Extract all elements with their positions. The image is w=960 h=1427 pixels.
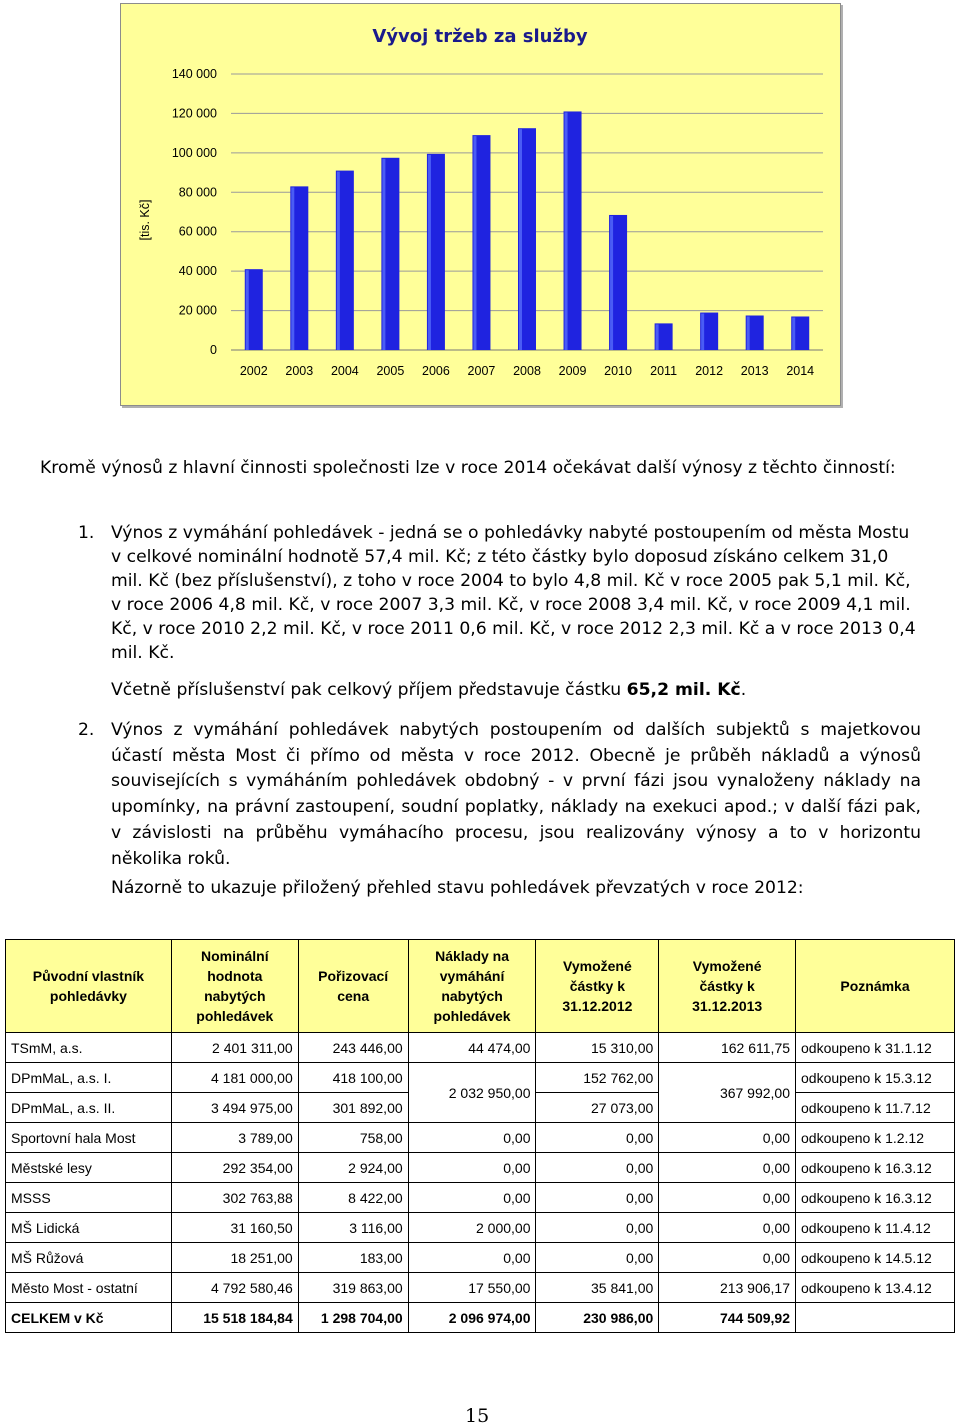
table-row — [6, 1123, 955, 1153]
x-tick-label: 2014 — [786, 364, 815, 378]
table-cell: 0,00 — [659, 1183, 796, 1213]
table-cell: MSSS — [6, 1183, 172, 1213]
table-cell: 152 762,00 — [536, 1063, 659, 1093]
table-row — [6, 1153, 955, 1183]
table-cell: 3 494 975,00 — [171, 1093, 298, 1123]
header-purchase-price: Pořizovací cena — [298, 940, 408, 1033]
table-row — [6, 1063, 955, 1093]
table-cell: 0,00 — [536, 1243, 659, 1273]
table-row — [6, 1243, 955, 1273]
x-tick-label: 2004 — [330, 364, 359, 378]
header-recovered-2013: Vymožené částky k 31.12.2013 — [659, 940, 796, 1033]
table-cell: 301 892,00 — [298, 1093, 408, 1123]
table-cell: MŠ Růžová — [6, 1243, 172, 1273]
table-cell: 0,00 — [536, 1183, 659, 1213]
y-tick-label: 20 000 — [178, 303, 217, 318]
table-cell: 2 000,00 — [408, 1213, 536, 1243]
table-cell: odkoupeno k 16.3.12 — [796, 1183, 955, 1213]
table-cell: odkoupeno k 14.5.12 — [796, 1243, 955, 1273]
chart-bar-highlight — [610, 216, 613, 350]
table-cell: 8 422,00 — [298, 1183, 408, 1213]
table-cell: 302 763,88 — [171, 1183, 298, 1213]
table-cell: 2 096 974,00 — [408, 1303, 536, 1333]
table-cell: 31 160,50 — [171, 1213, 298, 1243]
y-axis-label: [tis. Kč] — [138, 199, 152, 241]
chart-bar-highlight — [701, 314, 704, 350]
x-tick-label: 2008 — [513, 364, 541, 378]
y-tick-label: 40 000 — [178, 264, 217, 279]
table-cell: 17 550,00 — [408, 1273, 536, 1303]
intro-paragraph: Kromě výnosů z hlavní činnosti společnosti lze v roce 2014 očekávat další výnosy z těchto činností: — [40, 458, 896, 478]
header-recovered-2012: Vymožené částky k 31.12.2012 — [536, 940, 659, 1033]
table-row — [6, 1213, 955, 1243]
table-cell: odkoupeno k 16.3.12 — [796, 1153, 955, 1183]
table-cell: 162 611,75 — [659, 1033, 796, 1063]
table-cell: odkoupeno k 11.4.12 — [796, 1213, 955, 1243]
table-cell: 2 032 950,00 — [408, 1063, 536, 1123]
table-cell: odkoupeno k 31.1.12 — [796, 1033, 955, 1063]
table-cell: 0,00 — [408, 1123, 536, 1153]
table-cell: Sportovní hala Most — [6, 1123, 172, 1153]
table-cell: 15 518 184,84 — [171, 1303, 298, 1333]
header-nominal-value: Nominální hodnota nabytých pohledávek — [171, 940, 298, 1033]
table-cell: 0,00 — [659, 1213, 796, 1243]
x-tick-label: 2012 — [695, 364, 724, 378]
table-cell: 35 841,00 — [536, 1273, 659, 1303]
table-cell: 2 924,00 — [298, 1153, 408, 1183]
table-cell: DPmMaL, a.s. II. — [6, 1093, 172, 1123]
chart-bar-highlight — [519, 129, 522, 350]
x-tick-label: 2006 — [422, 364, 450, 378]
table-cell: 0,00 — [536, 1123, 659, 1153]
chart-bar-highlight — [382, 159, 385, 350]
x-tick-label: 2007 — [467, 364, 496, 378]
table-cell: 0,00 — [536, 1153, 659, 1183]
table-cell: CELKEM v Kč — [6, 1303, 172, 1333]
y-tick-label: 140 000 — [171, 67, 217, 81]
table-cell: 1 298 704,00 — [298, 1303, 408, 1333]
chart-bar-highlight — [792, 317, 795, 350]
chart-bar-highlight — [473, 136, 476, 350]
table-cell: odkoupeno k 13.4.12 — [796, 1273, 955, 1303]
y-tick-label: 100 000 — [171, 145, 217, 160]
table-total-row — [6, 1303, 955, 1333]
chart-title: Vývoj tržeb za služby — [372, 26, 588, 47]
revenue-chart — [120, 3, 841, 406]
table-cell: 3 116,00 — [298, 1213, 408, 1243]
total-value: 65,2 mil. Kč — [626, 680, 741, 700]
x-tick-label: 2013 — [740, 364, 769, 378]
table-cell: 0,00 — [659, 1123, 796, 1153]
x-tick-label: 2005 — [376, 364, 405, 378]
table-cell: 0,00 — [659, 1243, 796, 1273]
table-cell: 0,00 — [408, 1243, 536, 1273]
table-cell: Město Most - ostatní — [6, 1273, 172, 1303]
table-cell: odkoupeno k 1.2.12 — [796, 1123, 955, 1153]
list-number: 2. — [78, 720, 95, 740]
total-income-sentence — [111, 680, 746, 700]
table-cell: 18 251,00 — [171, 1243, 298, 1273]
table-cell: 15 310,00 — [536, 1033, 659, 1063]
table-cell: 0,00 — [408, 1183, 536, 1213]
x-tick-label: 2002 — [239, 364, 268, 378]
list-number: 1. — [78, 523, 95, 543]
table-cell: 230 986,00 — [536, 1303, 659, 1333]
table-intro-sentence: Názorně to ukazuje přiložený přehled stavu pohledávek převzatých v roce 2012: — [111, 878, 804, 898]
table-cell: 758,00 — [298, 1123, 408, 1153]
table-cell: 0,00 — [536, 1213, 659, 1243]
y-tick-label: 120 000 — [171, 106, 217, 121]
total-suffix: . — [740, 680, 747, 700]
table-cell: 418 100,00 — [298, 1063, 408, 1093]
table-cell: 243 446,00 — [298, 1033, 408, 1063]
table-header-row — [6, 940, 955, 1033]
revenue-chart-svg — [121, 4, 840, 405]
table-cell: TSmM, a.s. — [6, 1033, 172, 1063]
table-cell: 744 509,92 — [659, 1303, 796, 1333]
table-cell: odkoupeno k 15.3.12 — [796, 1063, 955, 1093]
table-cell: 213 906,17 — [659, 1273, 796, 1303]
list-item-text: Výnos z vymáhání pohledávek - jedná se o pohledávky nabyté postoupením od města Mostu v celkové nominální hodnotě 57,4 mil. Kč; z této částky bylo doposud získáno celkem 31,0 mil. Kč (bez příslušenství), z toho v roce 2004 to bylo 4,8 mil. Kč v roce 2005 pak 5,1 mil. Kč, v roce 2006 4,8 mil. Kč, v roce 2007 3,3 mil. Kč, v roce 2008 3,4 mil. Kč, v roce 2009 4,1 mil. Kč, v roce 2010 2,2 mil. Kč, v roce 2011 0,6 mil. Kč, v roce 2012 2,3 mil. Kč a v roce 2013 0,4 mil. Kč. — [111, 523, 916, 663]
table-cell: 0,00 — [659, 1153, 796, 1183]
table-row — [6, 1183, 955, 1213]
x-tick-label: 2010 — [604, 364, 632, 378]
header-original-owner: Původní vlastník pohledávky — [6, 940, 172, 1033]
y-tick-label: 80 000 — [178, 185, 217, 200]
chart-bar-highlight — [337, 172, 340, 350]
chart-bar-highlight — [747, 317, 750, 351]
page-number: 15 — [465, 1405, 490, 1427]
list-item-text: Výnos z vymáhání pohledávek nabytých postoupením od dalších subjektů s majetkovou účastí města Most či přímo od města v roce 2012. Obecně je průběh nákladů a výnosů souvisejících s vymáháním pohledávek obdobný - v první fázi jsou vynaloženy náklady na upomínky, na právní zastoupení, soudní poplatky, náklady na exekuci apod.; v další fázi pak, v závislosti na průběhu vymáhacího procesu, jsou realizovány výnosy a to v horizontu několika roků. — [111, 720, 921, 869]
table-cell: 27 073,00 — [536, 1093, 659, 1123]
table-cell: odkoupeno k 11.7.12 — [796, 1093, 955, 1123]
header-collection-costs: Náklady na vymáhání nabytých pohledávek — [408, 940, 536, 1033]
y-tick-label: 60 000 — [178, 224, 217, 239]
chart-bar-highlight — [291, 187, 294, 350]
x-tick-label: 2011 — [650, 364, 678, 378]
claims-table — [5, 939, 955, 1333]
table-cell: 292 354,00 — [171, 1153, 298, 1183]
header-note: Poznámka — [796, 940, 955, 1033]
table-cell: 4 181 000,00 — [171, 1063, 298, 1093]
table-cell: 319 863,00 — [298, 1273, 408, 1303]
y-tick-label: 0 — [210, 343, 217, 357]
chart-bar-highlight — [565, 112, 568, 350]
table-cell: 44 474,00 — [408, 1033, 536, 1063]
chart-bar-highlight — [428, 155, 431, 350]
table-cell: 0,00 — [408, 1153, 536, 1183]
x-tick-label: 2009 — [558, 364, 587, 378]
table-cell: 4 792 580,46 — [171, 1273, 298, 1303]
table-cell: 183,00 — [298, 1243, 408, 1273]
chart-bar-highlight — [246, 270, 249, 350]
table-cell: Městské lesy — [6, 1153, 172, 1183]
table-row — [6, 1273, 955, 1303]
x-tick-label: 2003 — [285, 364, 314, 378]
total-prefix: Včetně příslušenství pak celkový příjem představuje částku — [111, 680, 627, 700]
table-cell: 3 789,00 — [171, 1123, 298, 1153]
table-cell — [796, 1303, 955, 1333]
chart-bar-highlight — [656, 324, 659, 350]
table-cell: MŠ Lidická — [6, 1213, 172, 1243]
table-cell: DPmMaL, a.s. I. — [6, 1063, 172, 1093]
table-cell: 367 992,00 — [659, 1063, 796, 1123]
table-row — [6, 1033, 955, 1063]
table-cell: 2 401 311,00 — [171, 1033, 298, 1063]
